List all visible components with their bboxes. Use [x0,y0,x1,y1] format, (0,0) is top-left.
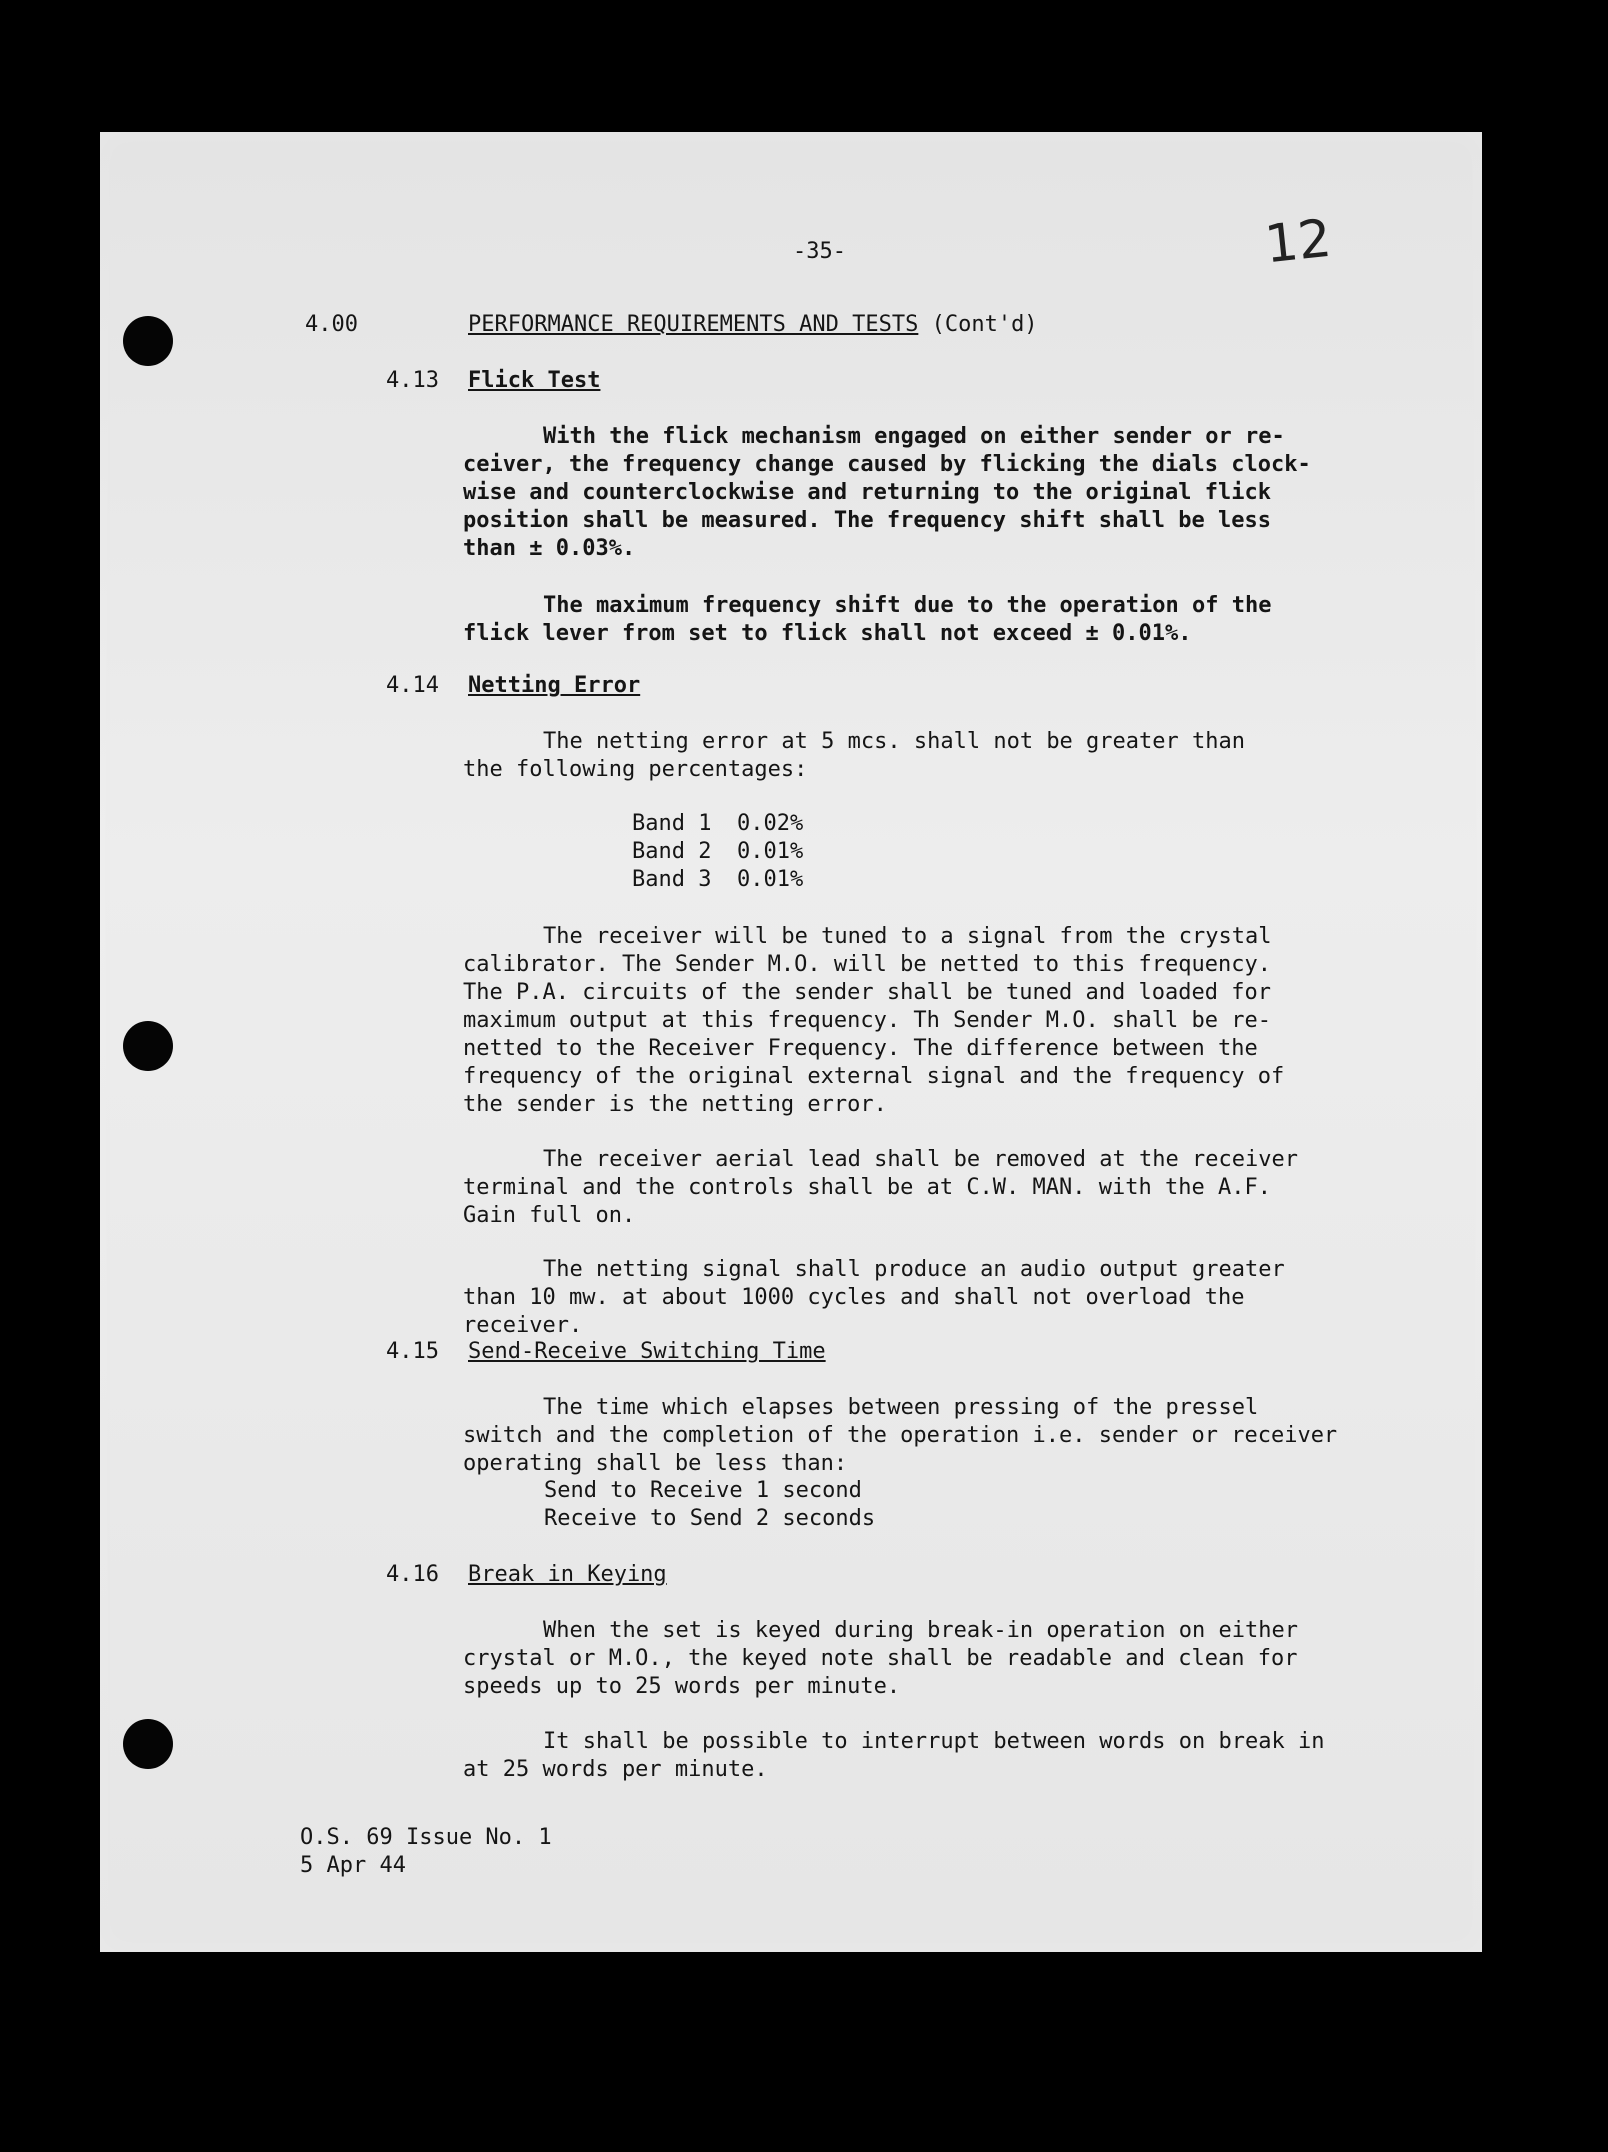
section-continued: (Cont'd) [931,312,1038,337]
paragraph: The receiver aerial lead shall be removed at the receiver terminal and the controls shall be at C.W. MAN. with the A.F. Gain full on. [463,1147,1298,1228]
paragraph: The receiver will be tuned to a signal from the crystal calibrator. The Sender M.O. will be netted to this frequency. The P.A. circuits of the sender shall be tuned and loaded for maximum output at this frequency. Th Sender M.O. shall be re- netted to the Receiver Frequency. The difference between the frequency of the original external signal and the frequency of the sender is the netting error. [463,924,1285,1117]
subsection-title: Netting Error [468,673,641,698]
subsection-number: 4.13 [386,368,439,393]
subsection-number: 4.14 [386,673,439,698]
band-value: 0.02% [737,811,804,836]
footer-spec: O.S. 69 Issue No. 1 [300,1825,552,1850]
paragraph: With the flick mechanism engaged on either sender or re- ceiver, the frequency change caused by flicking the dials clock- wise and counterclockwise and returning to the original flick position shall be measured. The frequency shift shall be less than ± 0.03%. [463,424,1311,561]
paragraph: The time which elapses between pressing of the pressel switch and the completion of the operation i.e. sender or receiver operating shall be less than: [463,1395,1338,1476]
list-item: Send to Receive 1 second [544,1478,862,1503]
paragraph: It shall be possible to interrupt between words on break in at 25 words per minute. [463,1729,1325,1782]
paragraph: When the set is keyed during break-in operation on either crystal or M.O., the keyed note shall be readable and clean for speeds up to 25 words per minute. [463,1618,1298,1699]
band-label: Band 3 [632,867,712,892]
band-value: 0.01% [737,867,804,892]
document-body [100,132,1482,1952]
subsection-title: Break in Keying [468,1562,667,1587]
table-row [632,810,803,838]
paragraph: The netting signal shall produce an audio output greater than 10 mw. at about 1000 cycles and shall not overload the receiver. [463,1257,1285,1338]
subsection-number: 4.16 [386,1562,439,1587]
list-item: Receive to Send 2 seconds [544,1506,876,1531]
footer-date: 5 Apr 44 [300,1853,406,1878]
section-number: 4.00 [305,312,358,337]
subsection-number: 4.15 [386,1339,439,1364]
document-page [100,132,1482,1952]
table-row [632,866,803,894]
table-row [632,838,803,866]
section-heading [468,311,1038,339]
paragraph: The maximum frequency shift due to the operation of the flick lever from set to flick shall not exceed ± 0.01%. [463,593,1272,646]
band-label: Band 1 [632,811,712,836]
section-title: PERFORMANCE REQUIREMENTS AND TESTS [468,312,919,337]
page-number: -35- [793,239,846,264]
handwritten-page-mark: 12 [1262,208,1335,276]
band-label: Band 2 [632,839,712,864]
paragraph: The netting error at 5 mcs. shall not be greater than the following percentages: [463,729,1245,782]
subsection-title: Flick Test [468,368,601,393]
band-value: 0.01% [737,839,804,864]
subsection-title: Send-Receive Switching Time [468,1339,826,1364]
